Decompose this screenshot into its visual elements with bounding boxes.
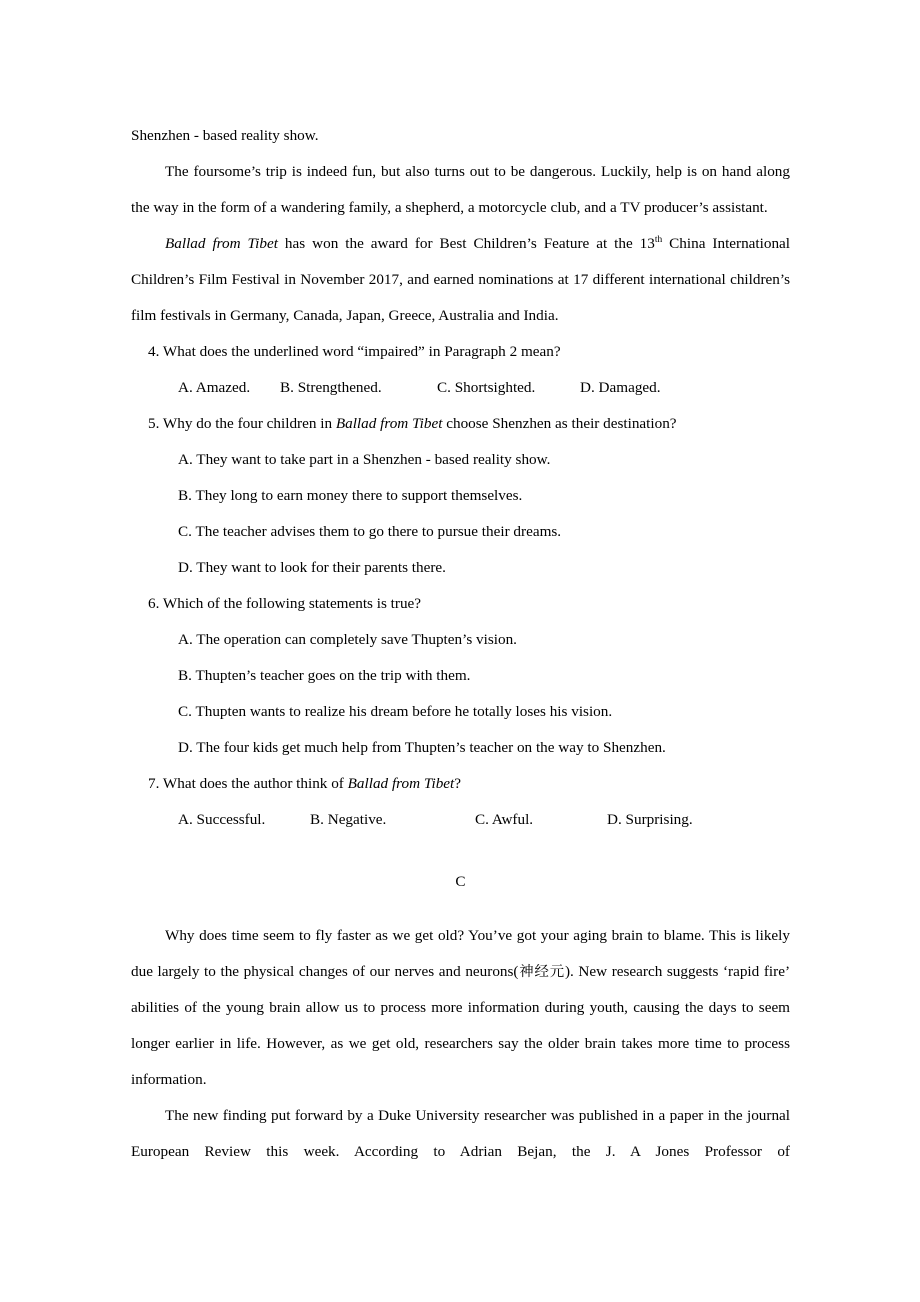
question-5-stem: [131, 406, 790, 442]
question-7-option-d[interactable]: D. Surprising.: [607, 811, 693, 828]
question-4-option-a[interactable]: A. Amazed.: [178, 379, 251, 396]
question-4-stem: 4. What does the underlined word “impaired” in Paragraph 2 mean?: [148, 343, 561, 360]
question-5-option-b[interactable]: B. They long to earn money there to support themselves.: [178, 487, 523, 504]
question-5-option-d[interactable]: D. They want to look for their parents there.: [178, 559, 446, 576]
passage-c-paragraph-1-part-2: ). New research suggests ‘rapid fire’ abilities of the young brain allow us to process more information during youth, causing the days to seem longer earlier in life. However, as we get old, researchers say the older brain takes more time to process information.: [131, 963, 790, 1088]
neuron-gloss-cjk: 神经元: [518, 964, 565, 980]
passage-c-paragraph-1-part-1: Why does time seem to fly faster as we get old? You’ve got your aging brain to blame. This is likely due largely to the physical changes of our nerves and neurons(: [131, 927, 790, 980]
question-6-option-d[interactable]: D. The four kids get much help from Thupten’s teacher on the way to Shenzhen.: [178, 739, 666, 756]
question-6-stem: 6. Which of the following statements is true?: [148, 595, 422, 612]
question-4-options: [131, 370, 790, 406]
passage-b-paragraph-2-part-1: has won the award for Best Children’s Feature at the 13: [277, 235, 655, 252]
question-4-option-d[interactable]: D. Damaged.: [580, 379, 661, 396]
passage-b-paragraph-2: [131, 226, 790, 334]
question-6-option-c[interactable]: C. Thupten wants to realize his dream before he totally loses his vision.: [178, 703, 613, 720]
question-6-option-a[interactable]: A. The operation can completely save Thupten’s vision.: [178, 631, 517, 648]
question-4-option-c[interactable]: C. Shortsighted.: [437, 379, 536, 396]
question-7-option-c[interactable]: C. Awful.: [475, 811, 534, 828]
question-6-option-b[interactable]: B. Thupten’s teacher goes on the trip with them.: [178, 667, 471, 684]
question-7-stem: [131, 766, 790, 802]
passage-b-paragraph-1-text: The foursome’s trip is indeed fun, but also turns out to be dangerous. Luckily, help is on hand along the way in the form of a wandering family, a shepherd, a motorcycle club, and a TV producer’s assistant.: [131, 163, 790, 216]
passage-b-paragraph-1: [131, 154, 790, 226]
heading-gap: [131, 900, 790, 918]
orphan-line: Shenzhen - based reality show.: [131, 127, 319, 144]
question-5-stem-part-1: 5. Why do the four children in: [148, 415, 336, 432]
question-7-stem-part-2: ?: [454, 775, 462, 792]
section-gap: [131, 838, 790, 864]
question-5-stem-part-2: choose Shenzhen as their destination?: [442, 415, 677, 432]
question-5-stem-italic: Ballad from Tibet: [335, 415, 443, 432]
question-4-option-b[interactable]: B. Strengthened.: [280, 379, 382, 396]
question-7-option-a[interactable]: A. Successful.: [178, 811, 266, 828]
question-5-option-a[interactable]: A. They want to take part in a Shenzhen - based reality show.: [178, 451, 551, 468]
passage-c-paragraph-1: [131, 918, 790, 1098]
question-7-option-b[interactable]: B. Negative.: [310, 811, 387, 828]
page-content: [131, 118, 790, 1206]
question-5-option-c[interactable]: C. The teacher advises them to go there to pursue their dreams.: [178, 523, 562, 540]
passage-b-paragraph-2-part-2: China International Children’s Film Festival in November 2017, and earned nominations at 17 different international children’s film festivals in Germany, Canada, Japan, Greece, Australia and India.: [131, 235, 791, 324]
question-7-stem-italic: Ballad from Tibet: [347, 775, 455, 792]
question-7-options: [131, 802, 790, 838]
ordinal-suffix: th: [654, 234, 663, 245]
film-title-italic: Ballad from Tibet: [165, 235, 278, 252]
passage-c-section-letter: C: [455, 873, 466, 890]
question-7-stem-part-1: 7. What does the author think of: [148, 775, 348, 792]
passage-c-paragraph-2: The new finding put forward by a Duke University researcher was published in a paper in the journal European Review this week. According to Adrian Bejan, the J. A Jones Professor of: [131, 1107, 790, 1160]
